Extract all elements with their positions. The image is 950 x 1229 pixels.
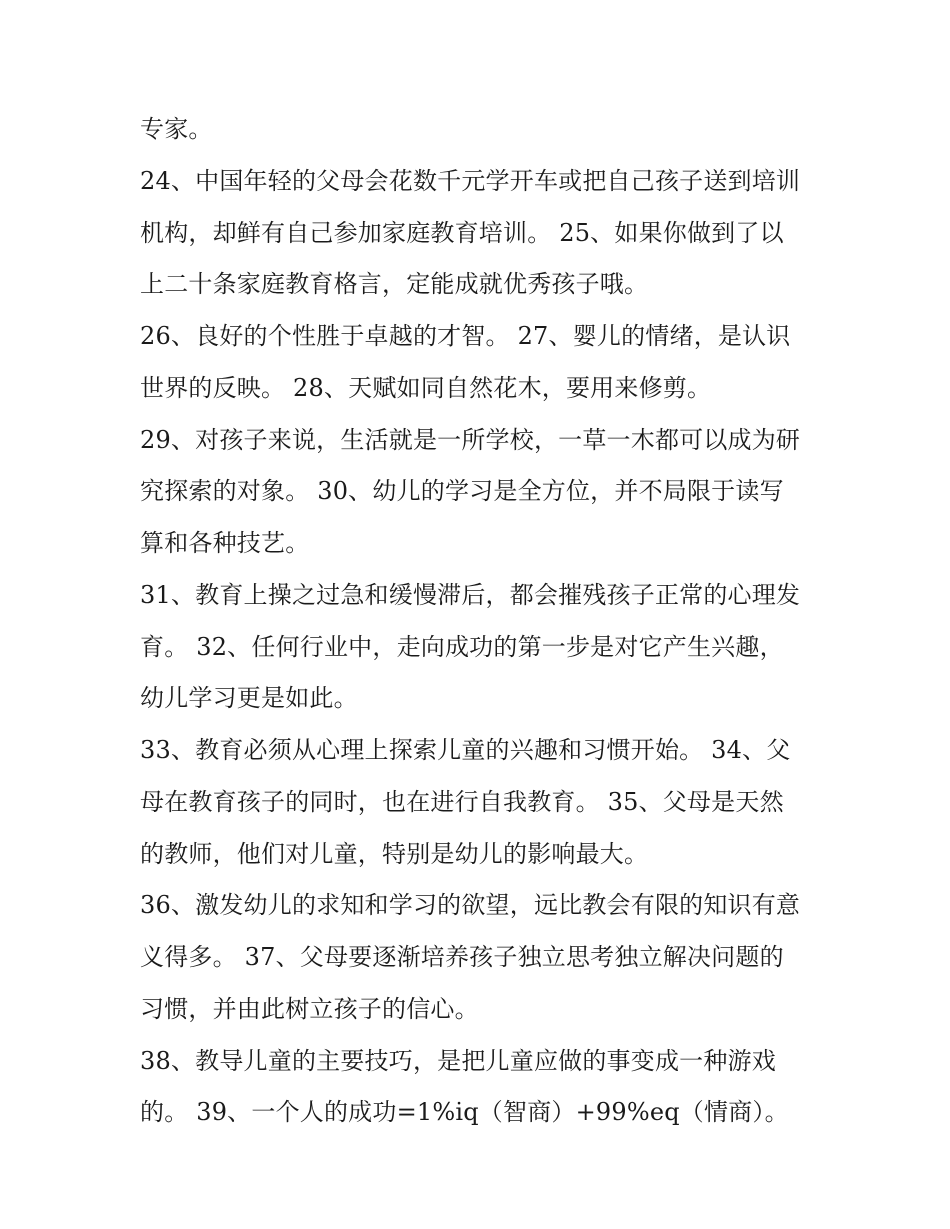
text-line: 29、对孩子来说，生活就是一所学校，一草一木都可以成为研 <box>140 425 801 454</box>
text-line: 机构，却鲜有自己参加家庭教育培训。 25、如果你做到了以 <box>140 218 784 247</box>
text-line: 的教师，他们对儿童，特别是幼儿的影响最大。 <box>140 839 649 868</box>
text-line: 究探索的对象。 30、幼儿的学习是全方位，并不局限于读写 <box>140 477 784 506</box>
text-line: 世界的反映。 28、天赋如同自然花木，要用来修剪。 <box>140 373 712 402</box>
text-line: 育。 32、任何行业中，走向成功的第一步是对它产生兴趣， <box>140 632 784 661</box>
body-text <box>140 104 820 1139</box>
text-line: 母在教育孩子的同时，也在进行自我教育。 35、父母是天然 <box>140 787 784 816</box>
text-line: 33、教育必须从心理上探索儿童的兴趣和习惯开始。 34、父 <box>140 736 791 764</box>
text-line: 幼儿学习更是如此。 <box>140 684 358 713</box>
text-line: 义得多。 37、父母要逐渐培养孩子独立思考独立解决问题的 <box>140 943 784 971</box>
text-line: 上二十条家庭教育格言，定能成就优秀孩子哦。 <box>140 270 649 299</box>
text-line: 专家。 <box>140 115 213 143</box>
text-line: 的。 39、一个人的成功=1%iq（智商）+99%eq（情商）。 <box>140 1098 789 1127</box>
text-line: 算和各种技艺。 <box>140 529 310 557</box>
text-line: 26、良好的个性胜于卓越的才智。 27、婴儿的情绪，是认识 <box>140 322 791 350</box>
text-line: 习惯，并由此树立孩子的信心。 <box>140 994 479 1023</box>
text-line: 38、教导儿童的主要技巧，是把儿童应做的事变成一种游戏 <box>140 1046 776 1075</box>
text-line: 31、教育上操之过急和缓慢滞后，都会摧残孩子正常的心理发 <box>140 580 801 609</box>
text-line: 24、中国年轻的父母会花数千元学开车或把自己孩子送到培训 <box>140 166 801 195</box>
text-line: 36、激发幼儿的求知和学习的欲望，远比教会有限的知识有意 <box>140 891 801 920</box>
